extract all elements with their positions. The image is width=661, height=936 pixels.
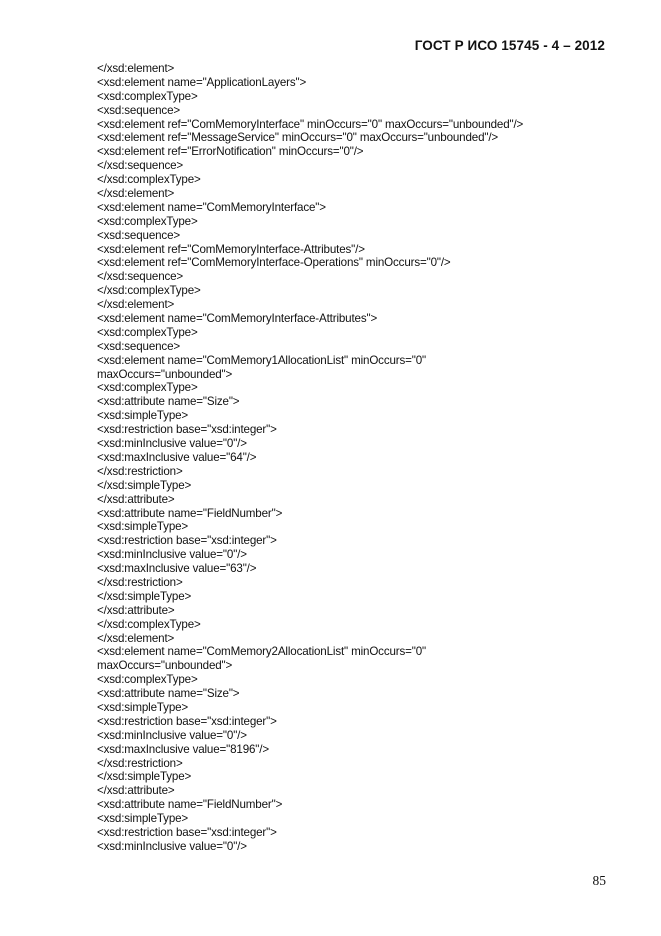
code-line: <xsd:simpleType> — [97, 812, 189, 826]
code-line: <xsd:element name="ComMemoryInterface"> — [97, 200, 326, 214]
code-line: maxOccurs="unbounded"> — [97, 659, 233, 673]
code-line: <xsd:element name="ComMemoryInterface-Attributes"> — [97, 312, 378, 326]
code-line: <xsd:minInclusive value="0"/> — [97, 548, 247, 562]
code-line: <xsd:attribute name="Size"> — [97, 687, 240, 701]
code-line: <xsd:element name="ComMemory1AllocationList" minOccurs="0" — [97, 353, 426, 367]
code-line: </xsd:complexType> — [97, 173, 201, 187]
code-line: </xsd:element> — [97, 62, 175, 75]
code-line: <xsd:restriction base="xsd:integer"> — [97, 534, 277, 548]
code-line: <xsd:element ref="MessageService" minOccurs="0" maxOccurs="unbounded"/> — [97, 131, 499, 145]
code-line: </xsd:complexType> — [97, 617, 201, 631]
code-line: </xsd:simpleType> — [97, 589, 192, 603]
code-line: </xsd:simpleType> — [97, 770, 192, 784]
code-line: <xsd:maxInclusive value="8196"/> — [97, 742, 269, 756]
code-line: <xsd:restriction base="xsd:integer"> — [97, 423, 277, 437]
code-line: </xsd:complexType> — [97, 284, 201, 298]
code-line: <xsd:element name="ApplicationLayers"> — [97, 75, 307, 89]
code-line: <xsd:restriction base="xsd:integer"> — [97, 825, 277, 839]
document-header: ГОСТ Р ИСО 15745 - 4 – 2012 — [414, 38, 605, 53]
code-line: </xsd:sequence> — [97, 159, 184, 173]
code-line: </xsd:attribute> — [97, 603, 175, 617]
code-line: <xsd:simpleType> — [97, 409, 189, 423]
code-line: <xsd:element ref="ComMemoryInterface" minOccurs="0" maxOccurs="unbounded"/> — [97, 117, 524, 131]
code-line: maxOccurs="unbounded"> — [97, 367, 233, 381]
code-line: </xsd:element> — [97, 298, 175, 312]
code-line: </xsd:element> — [97, 631, 175, 645]
code-line: </xsd:restriction> — [97, 464, 183, 478]
code-line: <xsd:minInclusive value="0"/> — [97, 437, 247, 451]
code-line: <xsd:minInclusive value="0"/> — [97, 839, 247, 853]
code-line: <xsd:element ref="ErrorNotification" minOccurs="0"/> — [97, 145, 364, 159]
code-line: <xsd:attribute name="FieldNumber"> — [97, 798, 283, 812]
code-line: <xsd:attribute name="Size"> — [97, 395, 240, 409]
code-line: </xsd:attribute> — [97, 784, 175, 798]
page-number: 85 — [592, 873, 606, 888]
code-line: </xsd:restriction> — [97, 575, 183, 589]
code-line: <xsd:complexType> — [97, 673, 198, 687]
code-line: <xsd:element ref="ComMemoryInterface-Operations" minOccurs="0"/> — [97, 256, 451, 270]
code-line: <xsd:restriction base="xsd:integer"> — [97, 714, 277, 728]
code-line: <xsd:complexType> — [97, 214, 198, 228]
code-line: <xsd:minInclusive value="0"/> — [97, 728, 247, 742]
code-line: <xsd:complexType> — [97, 381, 198, 395]
code-line: <xsd:simpleType> — [97, 520, 189, 534]
code-line: <xsd:attribute name="FieldNumber"> — [97, 506, 283, 520]
code-line: <xsd:element name="ComMemory2AllocationList" minOccurs="0" — [97, 645, 426, 659]
code-line: <xsd:sequence> — [97, 228, 180, 242]
code-line: </xsd:simpleType> — [97, 478, 192, 492]
code-line: </xsd:restriction> — [97, 756, 183, 770]
code-line: </xsd:sequence> — [97, 270, 184, 284]
code-line: </xsd:attribute> — [97, 492, 175, 506]
code-line: <xsd:simpleType> — [97, 700, 189, 714]
code-line: <xsd:maxInclusive value="63"/> — [97, 562, 257, 576]
code-line: <xsd:complexType> — [97, 325, 198, 339]
code-line: <xsd:sequence> — [97, 339, 180, 353]
code-line: <xsd:maxInclusive value="64"/> — [97, 450, 257, 464]
code-line: </xsd:element> — [97, 187, 175, 201]
xsd-code-block — [97, 62, 617, 854]
code-line: <xsd:complexType> — [97, 89, 198, 103]
code-line: <xsd:element ref="ComMemoryInterface-Attributes"/> — [97, 242, 365, 256]
code-line: <xsd:sequence> — [97, 103, 180, 117]
